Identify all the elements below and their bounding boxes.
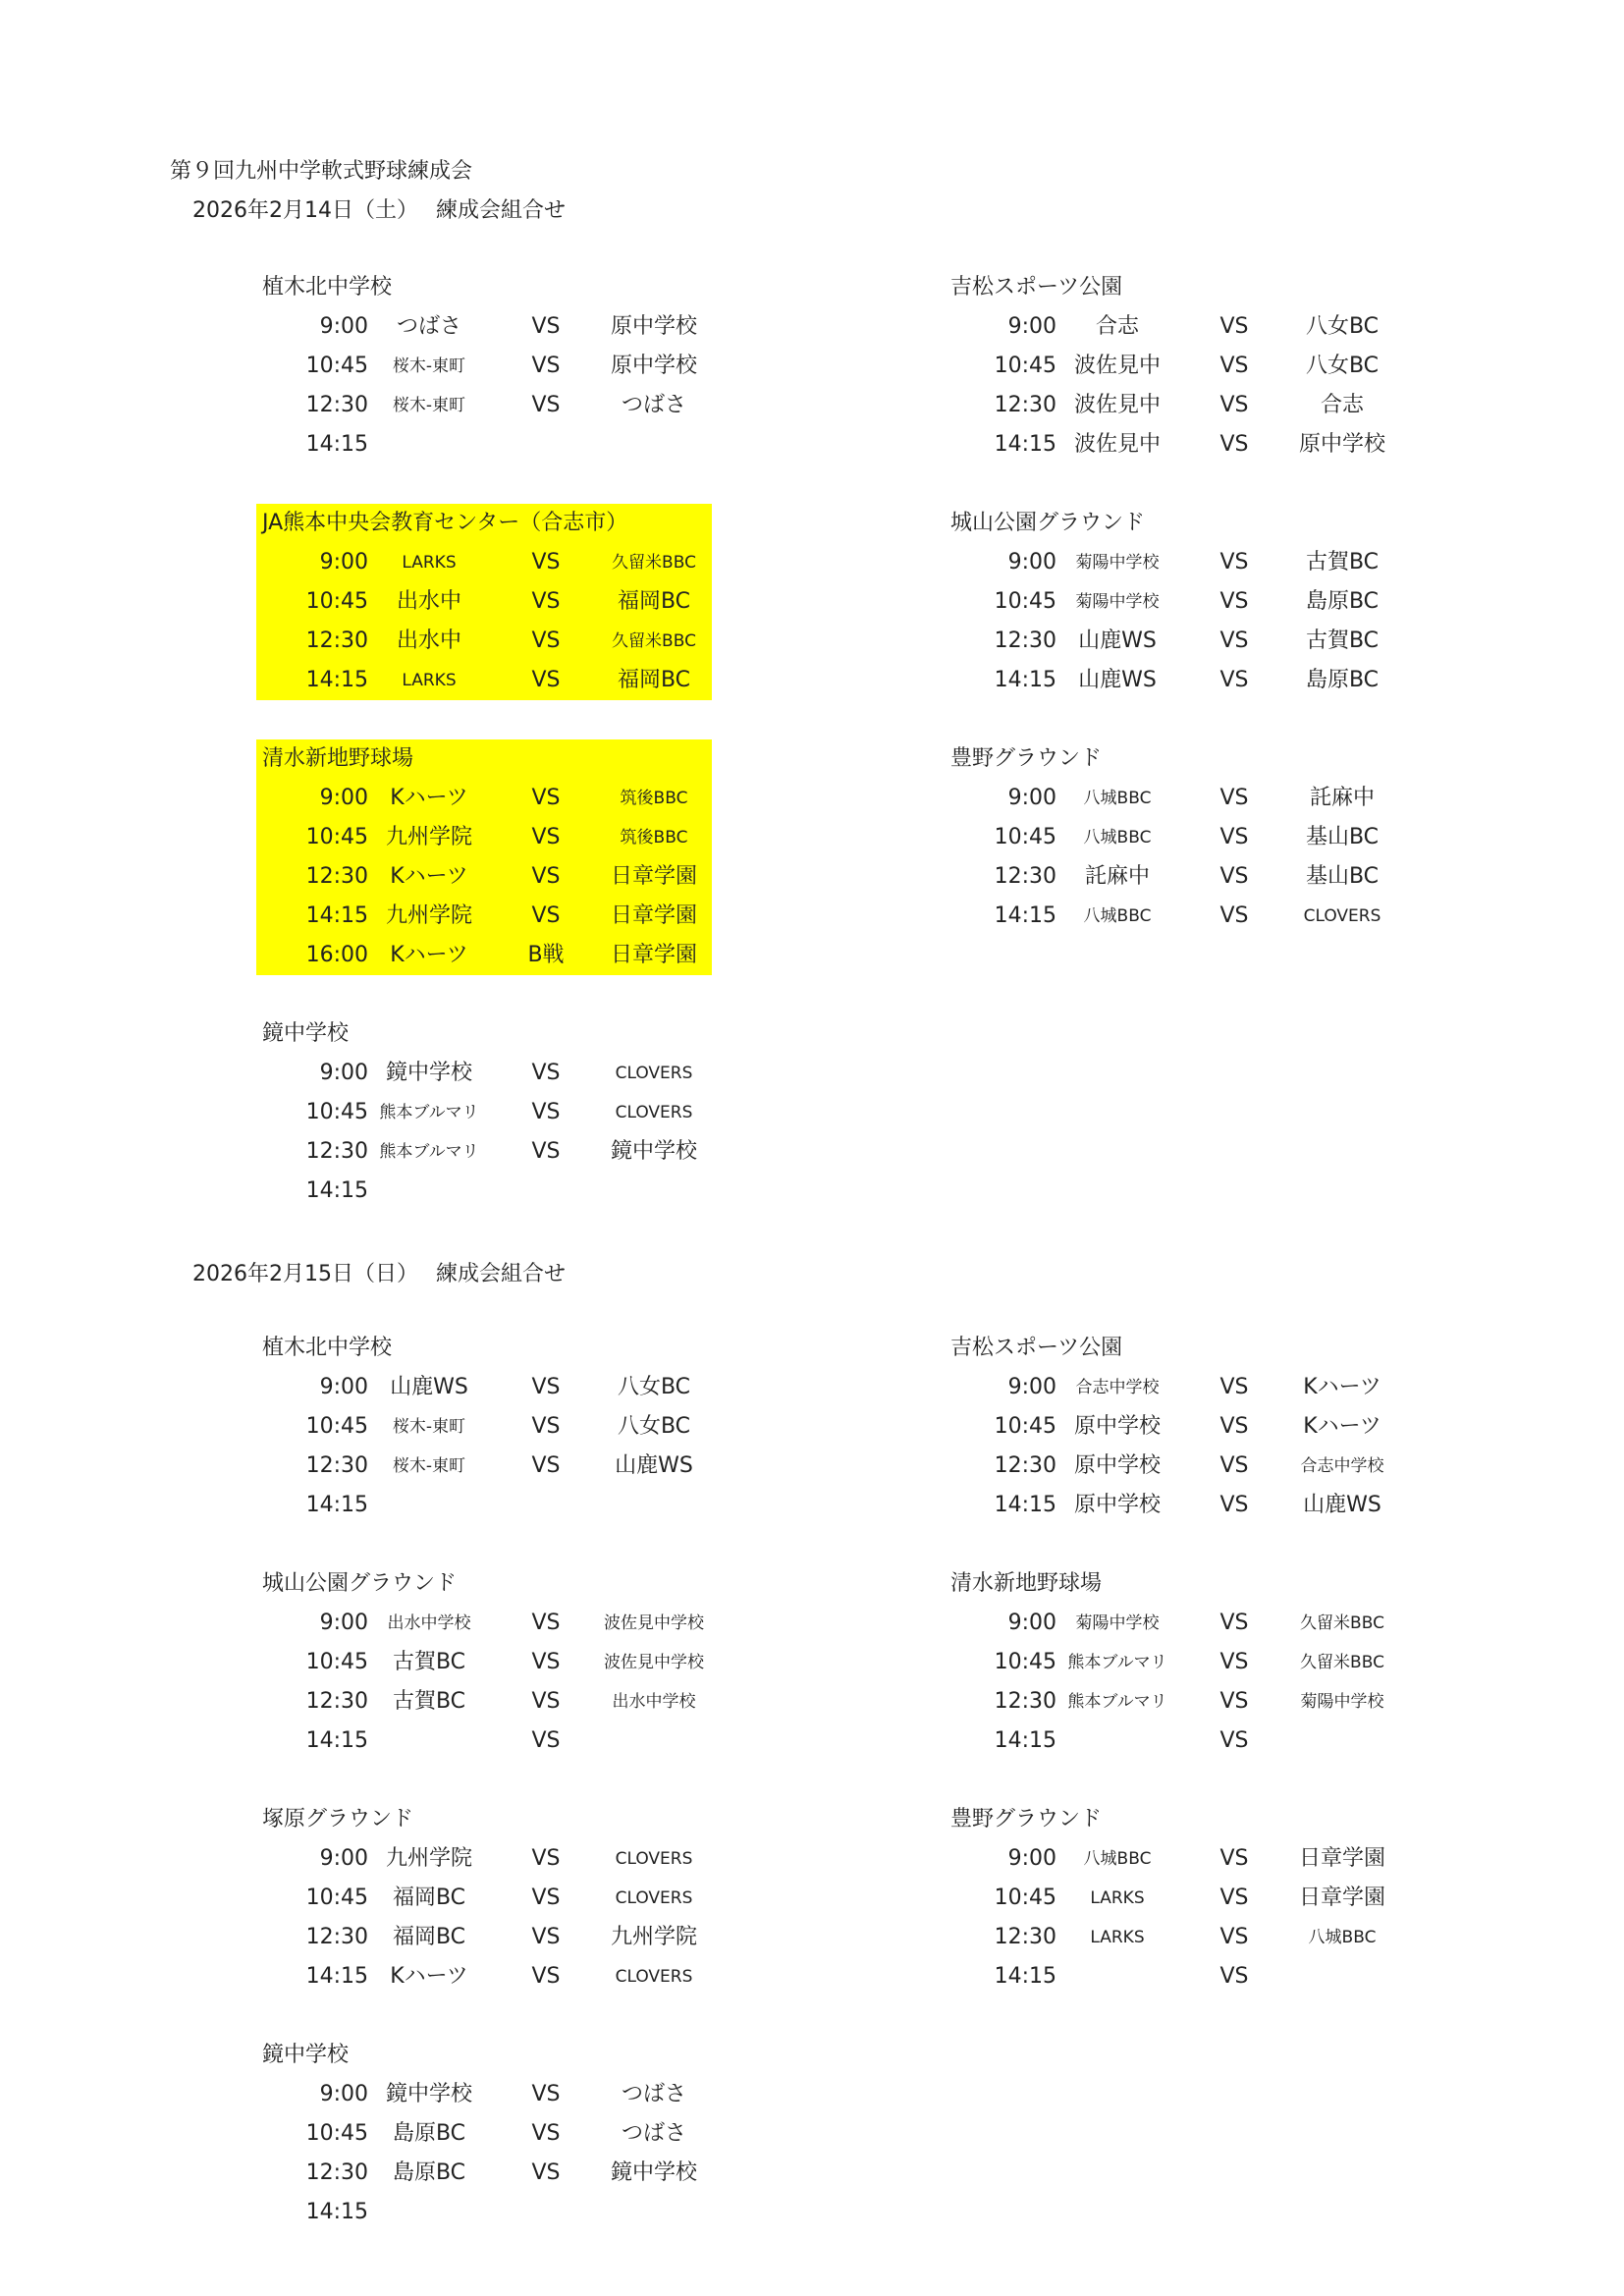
home-team: 桜木-東町: [392, 1456, 466, 1476]
away-team: 日章学園: [610, 943, 697, 967]
venue-block: [945, 1800, 1400, 1996]
venue-block: [256, 2036, 712, 2232]
match-time: 12:30: [305, 1925, 368, 1949]
match-row: [256, 582, 712, 622]
home-team: 山鹿WS: [1078, 668, 1157, 692]
home-team: Kハーツ: [390, 943, 468, 967]
venue-block: [256, 1014, 712, 1211]
venue-name: 吉松スポーツ公園: [950, 1336, 1123, 1360]
match-time: 9:00: [319, 1846, 368, 1871]
match-time: 10:45: [305, 1886, 368, 1910]
away-team: 八女BC: [1305, 314, 1380, 339]
venue-block: [945, 268, 1400, 465]
away-team: 久留米BBC: [1300, 1613, 1384, 1633]
venue-name: 鏡中学校: [262, 1021, 350, 1046]
away-team: 波佐見中学校: [604, 1613, 704, 1633]
match-time: 14:15: [994, 1964, 1056, 1989]
home-team: 九州学院: [385, 825, 472, 849]
home-team: 熊本ブルマリ: [379, 1142, 479, 1162]
venue-block: [256, 739, 712, 975]
match-row: [256, 425, 712, 465]
match-time: 14:15: [305, 903, 368, 928]
match-row: [945, 1643, 1400, 1682]
home-team: 八城BBC: [1083, 828, 1152, 847]
match-row: [256, 1682, 712, 1722]
versus-label: B戦: [527, 943, 565, 967]
match-row: [256, 1054, 712, 1093]
away-team: 菊陽中学校: [1300, 1692, 1384, 1712]
home-team: 菊陽中学校: [1075, 592, 1160, 612]
away-team: 日章学園: [610, 864, 697, 889]
versus-label: VS: [531, 314, 561, 339]
home-team: 山鹿WS: [390, 1375, 468, 1399]
match-row: [256, 1722, 712, 1761]
away-team: 八女BC: [1305, 354, 1380, 378]
away-team: 筑後BBC: [620, 789, 688, 808]
match-row: [945, 307, 1400, 347]
versus-label: VS: [531, 550, 561, 574]
venue-name: 清水新地野球場: [950, 1571, 1103, 1596]
venue-name: JA熊本中央会教育センター（合志市）: [262, 511, 628, 535]
venue-block: [945, 1329, 1400, 1525]
match-time: 9:00: [319, 1611, 368, 1635]
home-team: 出水中: [396, 629, 461, 653]
home-team: 桜木-東町: [392, 1417, 466, 1437]
match-time: 14:15: [305, 668, 368, 692]
match-row: [256, 897, 712, 936]
versus-label: VS: [1219, 1375, 1249, 1399]
match-time: 9:00: [1007, 1611, 1056, 1635]
away-team: 鏡中学校: [610, 1139, 697, 1164]
venue-name: 植木北中学校: [262, 1336, 393, 1360]
versus-label: VS: [531, 2121, 561, 2146]
home-team: 鏡中学校: [385, 1061, 472, 1085]
away-team: つばさ: [621, 2082, 686, 2106]
venue-name: 豊野グラウンド: [950, 746, 1103, 771]
venue-block: [945, 504, 1400, 700]
away-team: 島原BC: [1305, 668, 1380, 692]
match-time: 12:30: [305, 1139, 368, 1164]
match-time: 14:15: [305, 1493, 368, 1517]
home-team: 菊陽中学校: [1075, 1613, 1160, 1633]
home-team: つばさ: [396, 314, 461, 339]
versus-label: VS: [1219, 629, 1249, 653]
away-team: 筑後BBC: [620, 828, 688, 847]
away-team: 福岡BC: [617, 668, 691, 692]
day-header: 2026年2月14日（土） 練成会組合せ: [192, 198, 566, 223]
match-time: 10:45: [994, 354, 1056, 378]
away-team: Kハーツ: [1303, 1375, 1381, 1399]
versus-label: VS: [1219, 1650, 1249, 1674]
match-time: 14:15: [994, 1493, 1056, 1517]
match-time: 12:30: [994, 1453, 1056, 1478]
match-row: [945, 1879, 1400, 1918]
match-row: [945, 1839, 1400, 1879]
match-row: [256, 936, 712, 975]
home-team: 山鹿WS: [1078, 629, 1157, 653]
venue-name: 清水新地野球場: [262, 746, 414, 771]
versus-label: VS: [1219, 903, 1249, 928]
versus-label: VS: [1219, 1846, 1249, 1871]
match-time: 12:30: [305, 393, 368, 417]
match-row: [256, 661, 712, 700]
away-team: 久留米BBC: [612, 631, 696, 651]
home-team: 古賀BC: [392, 1650, 466, 1674]
venue-name: 植木北中学校: [262, 275, 393, 300]
match-row: [256, 1604, 712, 1643]
away-team: 山鹿WS: [1303, 1493, 1381, 1517]
home-team: 福岡BC: [392, 1886, 466, 1910]
away-team: 日章学園: [1298, 1886, 1385, 1910]
versus-label: VS: [1219, 786, 1249, 810]
home-team: Kハーツ: [390, 786, 468, 810]
versus-label: VS: [531, 2160, 561, 2185]
match-row: [945, 386, 1400, 425]
versus-label: VS: [1219, 864, 1249, 889]
match-time: 9:00: [319, 2082, 368, 2106]
away-team: CLOVERS: [615, 1064, 693, 1083]
match-row: [945, 1957, 1400, 1996]
versus-label: VS: [531, 786, 561, 810]
versus-label: VS: [531, 1375, 561, 1399]
home-team: LARKS: [402, 553, 457, 573]
venue-block: [256, 504, 712, 700]
versus-label: VS: [1219, 432, 1249, 457]
venue-block: [945, 1564, 1400, 1761]
match-row: [256, 543, 712, 582]
match-row: [256, 2154, 712, 2193]
home-team: 原中学校: [1073, 1453, 1161, 1478]
versus-label: VS: [1219, 550, 1249, 574]
match-row: [256, 2114, 712, 2154]
away-team: 久留米BBC: [612, 553, 696, 573]
versus-label: VS: [531, 1414, 561, 1439]
match-time: 9:00: [319, 1061, 368, 1085]
match-time: 10:45: [305, 1100, 368, 1124]
home-team: Kハーツ: [390, 1964, 468, 1989]
match-row: [256, 857, 712, 897]
venue-block: [256, 1329, 712, 1525]
match-time: 14:15: [305, 1728, 368, 1753]
match-row: [256, 1486, 712, 1525]
away-team: 合志中学校: [1300, 1456, 1384, 1476]
away-team: CLOVERS: [615, 1103, 693, 1122]
match-time: 14:15: [994, 432, 1056, 457]
versus-label: VS: [531, 589, 561, 614]
versus-label: VS: [531, 1100, 561, 1124]
away-team: 九州学院: [610, 1925, 697, 1949]
versus-label: VS: [531, 903, 561, 928]
match-time: 12:30: [305, 629, 368, 653]
match-row: [256, 2075, 712, 2114]
match-row: [945, 1722, 1400, 1761]
home-team: 合志中学校: [1075, 1378, 1160, 1397]
home-team: LARKS: [1090, 1928, 1145, 1947]
versus-label: VS: [1219, 314, 1249, 339]
versus-label: VS: [1219, 393, 1249, 417]
match-row: [945, 1682, 1400, 1722]
home-team: 桜木-東町: [392, 356, 466, 376]
match-row: [256, 818, 712, 857]
away-team: 八女BC: [617, 1375, 691, 1399]
page-title: 第９回九州中学軟式野球練成会: [170, 159, 473, 184]
versus-label: VS: [1219, 1728, 1249, 1753]
away-team: 八城BBC: [1308, 1928, 1377, 1947]
match-time: 14:15: [305, 2200, 368, 2224]
match-time: 10:45: [994, 1650, 1056, 1674]
home-team: LARKS: [402, 671, 457, 690]
away-team: 古賀BC: [1305, 550, 1380, 574]
match-time: 12:30: [994, 393, 1056, 417]
match-row: [256, 622, 712, 661]
match-time: 14:15: [994, 903, 1056, 928]
home-team: 鏡中学校: [385, 2082, 472, 2106]
match-time: 10:45: [305, 589, 368, 614]
home-team: 熊本ブルマリ: [1067, 1692, 1167, 1712]
versus-label: VS: [1219, 1964, 1249, 1989]
home-team: 島原BC: [392, 2160, 466, 2185]
versus-label: VS: [531, 825, 561, 849]
home-team: 原中学校: [1073, 1493, 1161, 1517]
match-row: [256, 307, 712, 347]
away-team: 八女BC: [617, 1414, 691, 1439]
match-row: [256, 1132, 712, 1172]
away-team: 波佐見中学校: [604, 1653, 704, 1672]
versus-label: VS: [1219, 1414, 1249, 1439]
venue-block: [945, 739, 1400, 936]
away-team: 日章学園: [610, 903, 697, 928]
match-row: [945, 857, 1400, 897]
away-team: 鏡中学校: [610, 2160, 697, 2185]
home-team: 福岡BC: [392, 1925, 466, 1949]
venue-name: 吉松スポーツ公園: [950, 275, 1123, 300]
match-time: 10:45: [994, 825, 1056, 849]
match-row: [945, 425, 1400, 465]
away-team: 日章学園: [1298, 1846, 1385, 1871]
match-time: 12:30: [994, 1689, 1056, 1714]
match-row: [945, 661, 1400, 700]
match-time: 9:00: [319, 786, 368, 810]
versus-label: VS: [531, 1728, 561, 1753]
home-team: 八城BBC: [1083, 906, 1152, 926]
away-team: CLOVERS: [615, 1967, 693, 1987]
match-time: 12:30: [305, 864, 368, 889]
away-team: CLOVERS: [615, 1849, 693, 1869]
match-row: [256, 1447, 712, 1486]
away-team: 古賀BC: [1305, 629, 1380, 653]
away-team: 原中学校: [610, 354, 697, 378]
home-team: 波佐見中: [1073, 354, 1161, 378]
versus-label: VS: [531, 1650, 561, 1674]
home-team: 原中学校: [1073, 1414, 1161, 1439]
match-time: 10:45: [305, 2121, 368, 2146]
match-row: [256, 386, 712, 425]
versus-label: VS: [531, 1689, 561, 1714]
versus-label: VS: [531, 1925, 561, 1949]
match-time: 10:45: [994, 1886, 1056, 1910]
match-row: [945, 1918, 1400, 1957]
versus-label: VS: [531, 1139, 561, 1164]
versus-label: VS: [531, 354, 561, 378]
match-time: 9:00: [1007, 1375, 1056, 1399]
match-row: [945, 543, 1400, 582]
home-team: 熊本ブルマリ: [379, 1103, 479, 1122]
venue-name: 鏡中学校: [262, 2043, 350, 2067]
versus-label: VS: [1219, 1611, 1249, 1635]
versus-label: VS: [531, 629, 561, 653]
match-row: [256, 1918, 712, 1957]
match-row: [945, 1368, 1400, 1407]
away-team: 島原BC: [1305, 589, 1380, 614]
home-team: 熊本ブルマリ: [1067, 1653, 1167, 1672]
away-team: 久留米BBC: [1300, 1653, 1384, 1672]
match-time: 9:00: [1007, 550, 1056, 574]
match-time: 9:00: [1007, 786, 1056, 810]
venue-block: [256, 1800, 712, 1996]
away-team: CLOVERS: [615, 1888, 693, 1908]
away-team: 出水中学校: [612, 1692, 696, 1712]
match-time: 10:45: [994, 589, 1056, 614]
match-row: [256, 1172, 712, 1211]
match-time: 14:15: [994, 1728, 1056, 1753]
match-time: 12:30: [994, 1925, 1056, 1949]
versus-label: VS: [531, 864, 561, 889]
match-row: [945, 1486, 1400, 1525]
home-team: 八城BBC: [1083, 789, 1152, 808]
versus-label: VS: [531, 1846, 561, 1871]
away-team: 福岡BC: [617, 589, 691, 614]
home-team: 桜木-東町: [392, 396, 466, 415]
versus-label: VS: [1219, 825, 1249, 849]
venue-name: 城山公園グラウンド: [262, 1571, 458, 1596]
match-row: [945, 622, 1400, 661]
versus-label: VS: [1219, 1453, 1249, 1478]
venue-block: [256, 1564, 712, 1761]
home-team: 波佐見中: [1073, 432, 1161, 457]
away-team: 山鹿WS: [615, 1453, 693, 1478]
venue-block: [256, 268, 712, 465]
match-row: [945, 1447, 1400, 1486]
match-time: 14:15: [305, 432, 368, 457]
match-time: 9:00: [319, 314, 368, 339]
match-time: 12:30: [305, 1689, 368, 1714]
away-team: 原中学校: [1298, 432, 1385, 457]
away-team: Kハーツ: [1303, 1414, 1381, 1439]
away-team: 基山BC: [1305, 864, 1380, 889]
versus-label: VS: [1219, 589, 1249, 614]
home-team: 出水中: [396, 589, 461, 614]
match-time: 9:00: [319, 550, 368, 574]
versus-label: VS: [531, 1964, 561, 1989]
match-row: [256, 1957, 712, 1996]
day-header: 2026年2月15日（日） 練成会組合せ: [192, 1262, 566, 1286]
away-team: 合志: [1320, 393, 1364, 417]
home-team: 九州学院: [385, 1846, 472, 1871]
match-time: 12:30: [305, 2160, 368, 2185]
match-time: 10:45: [305, 825, 368, 849]
home-team: LARKS: [1090, 1888, 1145, 1908]
match-time: 12:30: [305, 1453, 368, 1478]
home-team: 古賀BC: [392, 1689, 466, 1714]
home-team: 出水中学校: [387, 1613, 471, 1633]
home-team: 島原BC: [392, 2121, 466, 2146]
versus-label: VS: [1219, 1493, 1249, 1517]
match-time: 12:30: [994, 864, 1056, 889]
home-team: 波佐見中: [1073, 393, 1161, 417]
versus-label: VS: [531, 1886, 561, 1910]
match-time: 14:15: [994, 668, 1056, 692]
match-row: [256, 2193, 712, 2232]
match-time: 9:00: [319, 1375, 368, 1399]
match-time: 14:15: [305, 1964, 368, 1989]
match-time: 9:00: [1007, 1846, 1056, 1871]
versus-label: VS: [531, 1453, 561, 1478]
home-team: Kハーツ: [390, 864, 468, 889]
away-team: つばさ: [621, 393, 686, 417]
match-row: [256, 779, 712, 818]
venue-name: 塚原グラウンド: [262, 1807, 414, 1831]
versus-label: VS: [1219, 1886, 1249, 1910]
home-team: 託麻中: [1084, 864, 1150, 889]
home-team: 九州学院: [385, 903, 472, 928]
match-time: 9:00: [1007, 314, 1056, 339]
match-time: 10:45: [305, 1650, 368, 1674]
match-row: [256, 1407, 712, 1447]
match-row: [945, 1604, 1400, 1643]
versus-label: VS: [531, 393, 561, 417]
match-row: [256, 1368, 712, 1407]
home-team: 合志: [1095, 314, 1139, 339]
match-time: 16:00: [305, 943, 368, 967]
match-row: [945, 779, 1400, 818]
match-row: [256, 1643, 712, 1682]
versus-label: VS: [531, 1611, 561, 1635]
match-row: [945, 897, 1400, 936]
match-row: [256, 1093, 712, 1132]
match-time: 10:45: [305, 1414, 368, 1439]
versus-label: VS: [531, 2082, 561, 2106]
match-row: [945, 582, 1400, 622]
match-row: [945, 1407, 1400, 1447]
versus-label: VS: [1219, 668, 1249, 692]
home-team: 菊陽中学校: [1075, 553, 1160, 573]
match-row: [256, 1839, 712, 1879]
match-row: [256, 1879, 712, 1918]
versus-label: VS: [1219, 354, 1249, 378]
venue-name: 豊野グラウンド: [950, 1807, 1103, 1831]
versus-label: VS: [531, 668, 561, 692]
match-time: 10:45: [994, 1414, 1056, 1439]
away-team: CLOVERS: [1303, 906, 1381, 926]
match-time: 10:45: [305, 354, 368, 378]
away-team: つばさ: [621, 2121, 686, 2146]
venue-name: 城山公園グラウンド: [950, 511, 1146, 535]
match-time: 12:30: [994, 629, 1056, 653]
match-time: 14:15: [305, 1178, 368, 1203]
away-team: 基山BC: [1305, 825, 1380, 849]
match-row: [945, 347, 1400, 386]
versus-label: VS: [1219, 1689, 1249, 1714]
away-team: 原中学校: [610, 314, 697, 339]
home-team: 八城BBC: [1083, 1849, 1152, 1869]
versus-label: VS: [1219, 1925, 1249, 1949]
match-row: [256, 347, 712, 386]
match-row: [945, 818, 1400, 857]
away-team: 託麻中: [1309, 786, 1375, 810]
versus-label: VS: [531, 1061, 561, 1085]
